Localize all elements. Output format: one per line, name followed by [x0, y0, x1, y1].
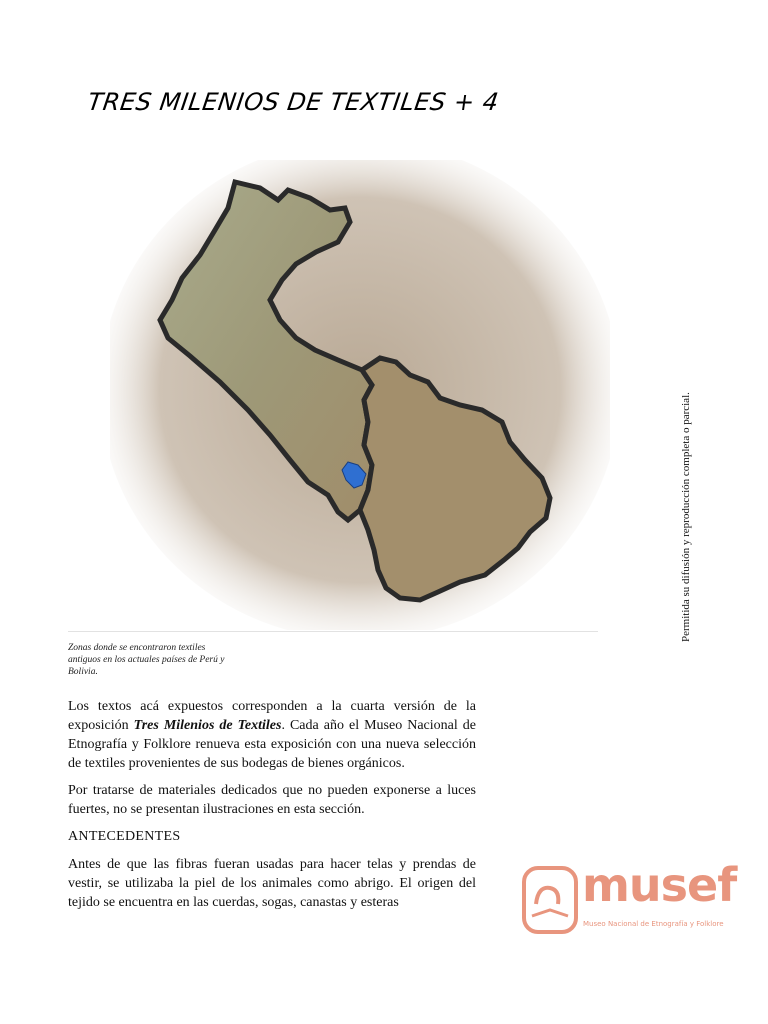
paragraph-3: Antes de que las fibras fueran usadas para hacer telas y prendas de vestir, se utilizaba la piel de los animales como abrigo. El origen del tejido se encuentra en las cuerdas, sogas, canastas y esteras [68, 857, 476, 910]
section-heading: ANTECEDENTES [68, 829, 181, 844]
paragraph-1-start: Los textos acá expuestos corresponden a la cuarta versión de la exposición [68, 699, 476, 733]
paragraph-2: Por tratarse de materiales dedicados que no pueden exponerse a luces fuertes, no se presentan ilustraciones en esta sección. [68, 783, 476, 817]
paragraph-1 [68, 697, 476, 773]
map-figure [110, 160, 610, 630]
caption-divider [68, 631, 598, 632]
paragraph-1-end: . Cada año el Museo Nacional de Etnografía y Folklore renueva esta exposición con una nueva selección de textiles provenientes de sus bodegas de bienes orgánicos. [68, 718, 476, 771]
page-title: TRES MILENIOS DE TEXTILES + 4 [86, 88, 501, 116]
musef-logo [520, 858, 737, 940]
body-text [68, 697, 476, 920]
logo-wordmark: musef [582, 858, 737, 912]
map-caption: Zonas donde se encontraron textiles antiguos en los actuales países de Perú y Bolivia. [68, 643, 225, 677]
exhibition-name: Tres Milenios de Textiles [133, 718, 282, 733]
permission-note: Permitida su difusión y reproducción completa o parcial. [680, 392, 692, 642]
musef-logo-icon [520, 864, 580, 936]
logo-subtitle: Museo Nacional de Etnografía y Folklore [583, 920, 724, 928]
